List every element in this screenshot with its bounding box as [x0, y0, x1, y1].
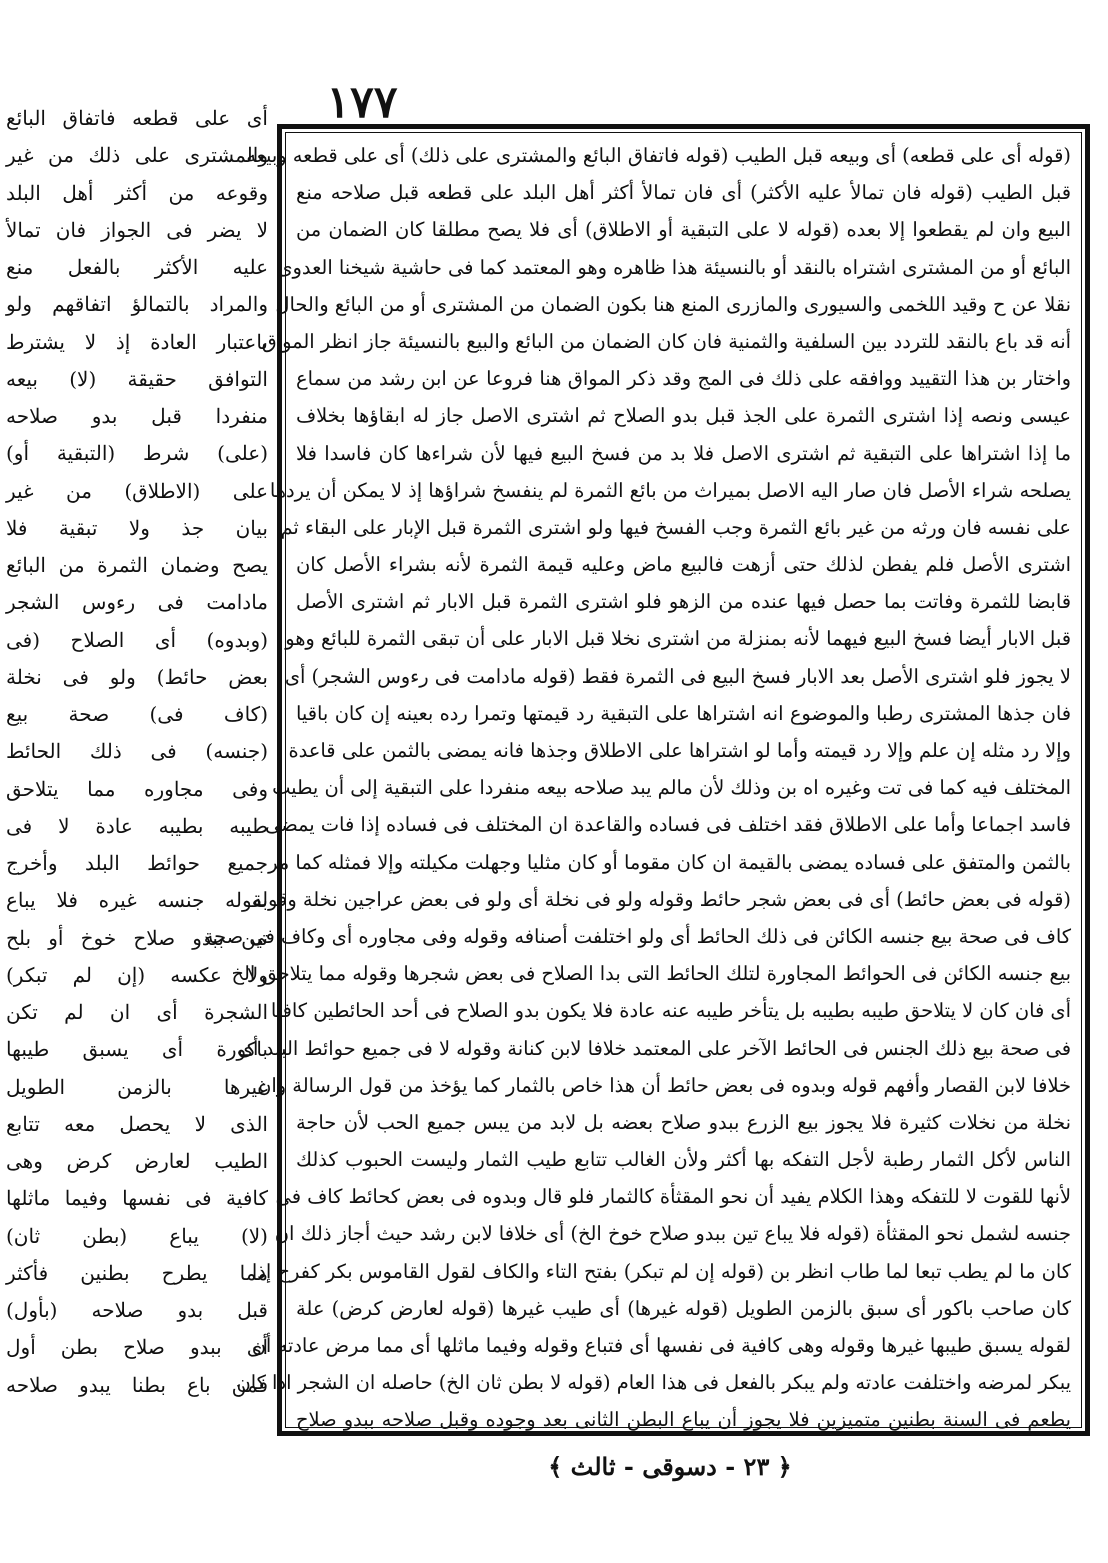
- matn-line: (جنسه) فى ذلك الحائط: [6, 739, 268, 764]
- sharh-line: لأنها للقوت لا للتفكه وهذا الكلام يفيد أن نحو المقثأة كالثمار فلو قال وبدوه فى بعض كحائط كاف فى: [275, 1185, 1071, 1209]
- sharh-line: أى فان كان لا يتلاحق طيبه بطيبه بل يتأخر طيبه عنه عادة فلا يكون بدو الصلاح فى أحد الحائطين كافيا: [270, 999, 1071, 1023]
- matn-line: الذى لا يحصل معه تتابع: [6, 1111, 268, 1136]
- matn-line: (وبدوه) أى الصلاح (فى: [6, 627, 268, 652]
- sharh-line: كاف فى صحة بيع جنسه الكائن فى ذلك الحائط أى ولو اختلفت أصنافه وقوله وفى مجاوره أى وكاف فى صحة: [203, 924, 1071, 948]
- page-footer-signature: ﴿ ٢٣ - دسوقى - ثالث ﴾: [548, 1452, 792, 1481]
- matn-line: بقوله جنسه غيره فلا يباع: [6, 888, 268, 913]
- matn-line: بيان جذ ولا تبقية فلا: [6, 515, 268, 540]
- sharh-line: نخلة من نخلات كثيرة فلا يجوز بيع الزرع ببدو صلاح بعضه بل لابد من يبس جميع الحب لأن حاجة: [296, 1110, 1071, 1134]
- matn-line: كافية فى نفسها وفيما ماثلها: [6, 1186, 268, 1211]
- matn-line: وفى مجاوره مما يتلاحق: [6, 776, 268, 801]
- sharh-line: البائع أو من المشترى اشتراه بالنقد أو بالنسيئة هذا ظاهره وهو المعتمد كما فى حاشية شيخنا العدوى: [277, 255, 1071, 279]
- matn-line: على (الاطلاق) من غير: [6, 478, 268, 503]
- matn-line: مادامت فى رءوس الشجر: [6, 590, 268, 615]
- sharh-line: يبكر لمرضه واختلفت عادته ولم يبكر بالفعل فى هذا العام (قوله لا بطن ثان الخ) حاصله ان الشجر اذا كان: [236, 1371, 1071, 1395]
- page-number: ١٧٧: [326, 77, 398, 128]
- sharh-line: قبل الطيب (قوله فان تمالأ عليه الأكثر) أى فان تمالأ أكثر أهل البلد على قطعه قبل صلاحه منع: [296, 181, 1071, 205]
- sharh-inner-border: [203, 132, 1082, 1432]
- matn-line: ولا عكسه (إن لم تبكر): [6, 962, 268, 987]
- sharh-line: (قوله أى على قطعه) أى وبيعه قبل الطيب (قوله فاتفاق البائع والمشترى على ذلك) أى على قطعه وبيعه: [246, 144, 1071, 167]
- matn-line: تين ببدو صلاح خوخ أو بلح: [6, 925, 268, 950]
- sharh-line: فان جذها المشترى رطبا والموضوع انه اشتراها على التبقية رد قيمتها وتمرا رده بعينه إن كان باقيا: [296, 701, 1071, 725]
- matn-line: فمن باع بطنا يبدو صلاحه: [6, 1372, 268, 1397]
- matn-line: منفردا قبل بدو صلاحه: [6, 404, 268, 428]
- sharh-frame: [203, 124, 1090, 1436]
- sharh-line: فى صحة بيع ذلك الجنس فى الحائط الآخر على المعتمد خلافا لابن كنانة وقوله لا فى جميع حوائط البلد أى: [237, 1036, 1071, 1060]
- sharh-line: لا يجوز فلو اشترى الأصل بعد الابار فسخ البيع فى الثمرة فقط (قوله مادامت فى رءوس الشجر) أى: [284, 664, 1071, 688]
- sharh-line: لقوله يسبق طيبها غيرها وقوله وهى كافية فى نفسها أى فتباع وقوله وفيما ماثلها أى مما مرض عادته أن: [251, 1334, 1071, 1357]
- sharh-line: يصلحه شراء الأصل فان صار اليه الاصل بميراث من بائع الثمرة لم ينفسخ شراؤها إذ لا يمكن أن يردها: [269, 478, 1071, 502]
- sharh-line: نقلا عن ح وقيد اللخمى والسيورى والمازرى المنع هنا بكون الضمان من المشترى أو من البائع والحال: [275, 292, 1071, 316]
- matn-line: بعض حائط) ولو فى نخلة: [6, 664, 268, 689]
- matn-line: الشجرة أى ان لم تكن: [6, 1000, 268, 1024]
- matn-line: التوافق حقيقة (لا) بيعه: [6, 366, 268, 391]
- matn-line: جميع حوائط البلد وأخرج: [6, 851, 268, 875]
- sharh-line: بالثمن والمتفق على فساده يمضى بالقيمة ان كان مقوما أو كان مثليا وجهلت مكيلته وإلا فمثله كما مر: [268, 850, 1071, 874]
- sharh-line: المختلف فيه كما فى تت وغيره اه بن وذلك لأن مالم يبد صلاحه بيعه منفردا على التبقية إلى أن يطيب: [272, 776, 1071, 800]
- matn-text: [6, 100, 268, 1404]
- sharh-line: فاسد اجماعا وأما على الاطلاق فقد اختلف فى فساده والقاعدة ان المختلف فى فساده إذا فات يمضى: [265, 813, 1071, 837]
- matn-line: والمشترى على ذلك من غير: [6, 143, 268, 168]
- matn-line: يصح وضمان الثمرة من البائع: [6, 553, 268, 577]
- sharh-line: عيسى ونصه إذا اشترى الثمرة على الجذ قبل بدو الصلاح ثم اشترى الاصل جاز له ابقاؤها بخلاف: [296, 404, 1071, 428]
- matn-line: (كاف فى) صحة بيع: [6, 702, 268, 726]
- sharh-line: يطعم فى السنة بطنين متميزين فلا يجوز أن يباع البطن الثانى بعد وجوده وقبل صلاحه ببدو صلاح: [296, 1408, 1071, 1432]
- matn-line: لا يضر فى الجواز فان تمالأ: [6, 217, 268, 242]
- sharh-line: الناس لأكل الثمار رطبة لأجل التفكه بها أكثر ولأن الغالب تتابع طيب الثمار وليست الحبوب كذلك: [296, 1148, 1071, 1172]
- sharh-line: كان ما لم يطب تبعا لما طاب انظر بن (قوله إن لم تبكر) بفتح التاء والكاف لقول القاموس بكر كفرح إذا: [251, 1259, 1071, 1283]
- sharh-line: ما إذا اشتراها على التبقية ثم اشترى الاصل فلا بد من فسخ البيع فيها لأن شراءها كان فاسدا فلا: [296, 441, 1071, 465]
- sharh-line: البيع وان لم يقطعوا إلا بعده (قوله لا على التبقية أو الاطلاق) أى فلا يصح مطلقا كان الضمان من: [296, 218, 1071, 242]
- sharh-text: [203, 137, 1071, 1439]
- matn-line: باعتبار العادة إذ لا يشترط: [6, 329, 268, 354]
- sharh-line: اشترى الأصل فلم يفطن لذلك حتى أزهت فالبيع ماض وعليه قيمة الثمرة لأنه بشراء الأصل كان: [296, 553, 1071, 577]
- matn-line: وقوعه من أكثر أهل البلد: [6, 180, 268, 205]
- matn-line: طيبه بطيبه عادة لا فى: [6, 813, 268, 838]
- sharh-line: كان صاحب باكور أى سبق بالزمن الطويل (قوله غيرها) أى طيب غيرها (قوله لعارض كرض) علة: [296, 1296, 1071, 1320]
- sharh-line: قبل الابار أيضا فسخ البيع فيهما لأنه بمنزلة من اشترى نخلا قبل الابار على أن تبقى الثمرة للبائع وهو: [285, 627, 1071, 651]
- sharh-line: واختار بن هذا التقييد ووافقه على ذلك فى المج وقد ذكر المواق هنا فروعا عن ابن رشد من سماع: [296, 367, 1071, 391]
- matn-column: [6, 100, 268, 1440]
- sharh-line: وإلا رد مثله إن علم وإلا رد قيمته وأما لو اشتراها على الاطلاق وجذها فانه يمضى بالثمن على قاعدة: [288, 739, 1071, 762]
- matn-line: باكورة أى يسبق طيبها: [6, 1037, 268, 1062]
- matn-line: الطيب لعارض كرض وهى: [6, 1149, 268, 1173]
- sharh-line: جنسه لشمل نحو المقثأة (قوله فلا يباع تين ببدو صلاح خوخ الخ) أى خلافا لابن رشد حيث أجاز ذلك ان: [274, 1222, 1071, 1246]
- matn-line: أى على قطعه فاتفاق البائع: [6, 106, 268, 130]
- matn-line: (على) شرط (التبقية أو): [6, 441, 268, 466]
- sharh-line: بيع جنسه الكائن فى الحوائط المجاورة لتلك الحائط التى بدا الصلاح فى بعض شجرها وقوله مما يتلاحق الخ: [231, 962, 1071, 986]
- sharh-line: (قوله فى بعض حائط) أى فى بعض شجر حائط وقوله ولو فى نخلة أى ولو فى بعض عراجين نخلة وقوله: [251, 887, 1071, 911]
- sharh-line: على نفسه فان ورثه من غير بائع الثمرة وجب الفسخ فيها ولو اشترى الثمرة قبل الإبار على البقاء ثم: [280, 515, 1071, 539]
- matn-line: أى ببدو صلاح بطن أول: [6, 1335, 268, 1360]
- matn-line: عليه الأكثر بالفعل منع: [6, 255, 268, 279]
- matn-line: والمراد بالتمالؤ اتفاقهم ولو: [6, 292, 268, 317]
- sharh-line: قابضا للثمرة وفاتت بما حصل فيها عنده من الزهو فلو اشترى الثمرة قبل الابار ثم اشترى الأصل: [296, 590, 1071, 614]
- matn-line: غيرها بالزمن الطويل: [6, 1074, 268, 1099]
- sharh-line: خلافا لابن القصار وأفهم قوله وبدوه فى بعض حائط أن هذا خاص بالثمار كما يؤخذ من قول الرسالة وان: [257, 1073, 1071, 1097]
- matn-line: مما يطرح بطنين فأكثر: [6, 1260, 268, 1285]
- sharh-line: أنه قد باع بالنقد للتردد بين السلفية والثمنية فان كان الضمان من البائع والبيع بالنسيئة جاز انظر المواق: [261, 329, 1071, 353]
- matn-line: قبل بدو صلاحه (بأول): [6, 1298, 268, 1322]
- matn-line: (لا) يباع (بطن ثان): [6, 1223, 268, 1248]
